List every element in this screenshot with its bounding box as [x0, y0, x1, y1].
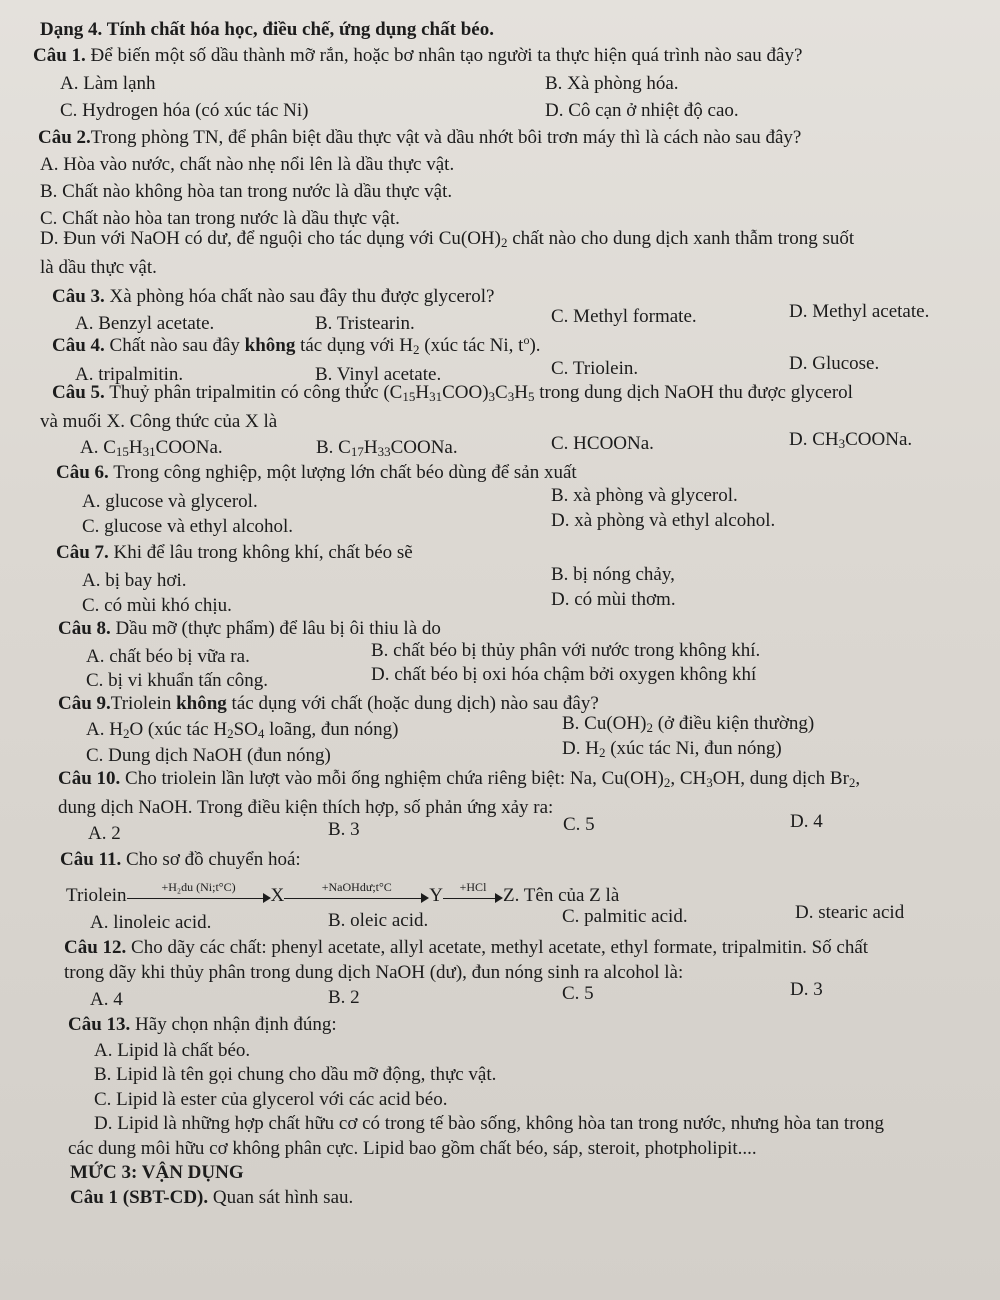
option-a: [80, 436, 223, 460]
question-text: H: [415, 382, 430, 403]
question-text: tác dụng với H: [295, 335, 414, 356]
product-y: Y: [429, 885, 444, 906]
option-a: A. Làm lạnh: [60, 73, 156, 94]
option-d-continued: là dầu thực vật.: [40, 257, 157, 278]
question-text: Quan sát hình sau.: [212, 1187, 354, 1208]
option-d: D. Cô cạn ở nhiệt độ cao.: [545, 100, 739, 121]
subscript: 2: [122, 726, 130, 741]
question-text: Dầu mỡ (thực phẩm) để lâu bị ôi thiu là do: [115, 618, 441, 639]
option-b: B. xà phòng và glycerol.: [551, 485, 738, 506]
question-6: [56, 461, 577, 485]
option-b: B. Tristearin.: [315, 313, 415, 334]
option-text: (xúc tác Ni, đun nóng): [605, 738, 782, 759]
reaction-arrow: [284, 880, 429, 908]
question-text: Thuỷ phân tripalmitin có công thức (C: [109, 382, 403, 403]
question-label: Câu 13.: [68, 1014, 131, 1035]
section-heading: Dạng 4. Tính chất hóa học, điều chế, ứng dụng chất béo.: [40, 19, 494, 40]
question-8: [58, 617, 441, 641]
option-b: B. chất béo bị thủy phân với nước trong không khí.: [371, 640, 761, 661]
option-text: A. C: [80, 437, 116, 458]
question-text: Triolein: [110, 693, 177, 714]
question-5-continued: và muối X. Công thức của X là: [40, 411, 278, 432]
question-1: [33, 44, 802, 68]
question-text: OH, dung dịch Br: [712, 768, 849, 789]
question-text: Khi để lâu trong không khí, chất béo sẽ: [113, 542, 413, 563]
option-a: A. 4: [90, 989, 123, 1010]
product-z: Z. Tên của Z là: [503, 885, 620, 906]
option-c: C. Triolein.: [551, 358, 639, 379]
arrow-head: [421, 893, 429, 903]
question-level3-1: [70, 1186, 353, 1210]
option-d: D. có mùi thơm.: [551, 589, 676, 610]
question-text: Xà phòng hóa chất nào sau đây thu được glycerol?: [109, 286, 495, 307]
question-12: [64, 936, 868, 960]
question-label: Câu 5.: [52, 382, 105, 403]
superscript: o: [523, 333, 530, 347]
subscript: 3: [838, 436, 846, 451]
question-label: Câu 4.: [52, 335, 105, 356]
option-d: D. Lipid là những hợp chất hữu cơ có trong tế bào sống, không hòa tan trong nước, nhưng hòa tan trong: [94, 1113, 885, 1134]
option-a: A. Lipid là chất béo.: [94, 1040, 251, 1061]
question-label: Câu 11.: [60, 849, 122, 870]
option-text: COONa.: [845, 429, 913, 450]
question-4: [52, 334, 541, 358]
option-a: A. glucose và glycerol.: [82, 491, 258, 512]
option-c: C. Chất nào hòa tan trong nước là dầu thực vật.: [40, 208, 400, 229]
question-7: [56, 541, 413, 565]
subscript: 5: [527, 389, 535, 404]
option-b: B. oleic acid.: [328, 910, 429, 931]
reaction-arrow: [127, 880, 271, 908]
question-label: Câu 12.: [64, 937, 127, 958]
option-d: D. xà phòng và ethyl alcohol.: [551, 510, 776, 531]
subscript: 33: [377, 444, 391, 459]
subscript: 4: [257, 726, 265, 741]
question-text: Hãy chọn nhận định đúng:: [135, 1014, 337, 1035]
subscript: 31: [429, 389, 443, 404]
option-text: loãng, đun nóng): [264, 719, 399, 740]
question-text: tác dụng với chất (hoặc dung dịch) nào sau đây?: [226, 693, 599, 714]
subscript: 2: [413, 342, 420, 357]
option-a: A. Benzyl acetate.: [75, 313, 215, 334]
option-c: C. Lipid là ester của glycerol với các acid béo.: [94, 1089, 448, 1110]
option-d: [40, 227, 854, 251]
option-d: D. stearic acid: [795, 902, 905, 923]
option-c: C. glucose và ethyl alcohol.: [82, 516, 294, 537]
question-10: [58, 767, 860, 791]
option-text: chất nào cho dung dịch xanh thẫm trong suốt: [507, 228, 855, 249]
question-label: Câu 2.: [38, 127, 91, 148]
question-text: , CH: [670, 768, 707, 789]
subscript: 2: [500, 235, 508, 250]
option-text: D. CH: [789, 429, 839, 450]
question-text: ).: [529, 335, 541, 356]
question-text: Trong công nghiệp, một lượng lớn chất béo dùng để sản xuất: [113, 462, 577, 483]
option-a: A. bị bay hơi.: [82, 570, 187, 591]
subscript: 31: [142, 444, 156, 459]
level-heading: MỨC 3: VẬN DỤNG: [70, 1162, 244, 1183]
arrow-condition: +H₂du (Ni;t°C): [161, 880, 236, 894]
question-5: [52, 381, 853, 405]
subscript: 2: [598, 745, 606, 760]
emphasis: không: [176, 693, 227, 714]
option-a: A. chất béo bị vữa ra.: [86, 646, 250, 667]
subscript: 17: [350, 444, 364, 459]
question-text: Cho triolein lần lượt vào mỗi ống nghiệm chứa riêng biệt: Na, Cu(OH): [125, 768, 664, 789]
option-a: A. linoleic acid.: [90, 912, 212, 933]
option-text: B. Cu(OH): [562, 713, 647, 734]
arrow-head: [263, 893, 271, 903]
question-label: Câu 9.: [58, 693, 111, 714]
option-b: B. 3: [328, 819, 360, 840]
option-a: A. tripalmitin.: [75, 364, 184, 385]
option-a: [86, 718, 398, 742]
option-text: COONa.: [390, 437, 458, 458]
question-label: Câu 10.: [58, 768, 121, 789]
option-c: C. palmitic acid.: [562, 906, 688, 927]
subscript: 2: [227, 726, 234, 741]
arrow-shaft: [443, 898, 497, 899]
option-b: B. Lipid là tên gọi chung cho dầu mỡ động, thực vật.: [94, 1064, 497, 1085]
question-12-continued: trong dãy khi thủy phân trong dung dịch NaOH (dư), đun nóng sinh ra alcohol là:: [64, 962, 684, 983]
option-d: D. 4: [790, 811, 823, 832]
option-a: A. Hòa vào nước, chất nào nhẹ nổi lên là dầu thực vật.: [40, 154, 455, 175]
option-text: H: [363, 437, 378, 458]
question-text: Chất nào sau đây: [109, 335, 245, 356]
reaction-arrow: [443, 880, 503, 908]
option-text: A. H: [86, 719, 123, 740]
question-2: [38, 126, 801, 150]
option-c: C. Hydrogen hóa (có xúc tác Ni): [60, 100, 309, 121]
question-text: H: [514, 382, 528, 403]
option-a: A. 2: [88, 823, 121, 844]
option-b: B. bị nóng chảy,: [551, 564, 675, 585]
question-label: Câu 3.: [52, 286, 105, 307]
question-text: COO): [442, 382, 489, 403]
option-c: C. có mùi khó chịu.: [82, 595, 232, 616]
option-b: [562, 712, 814, 736]
subscript: 15: [115, 444, 129, 459]
option-text: O (xúc tác H: [129, 719, 228, 740]
question-3: [52, 285, 494, 309]
arrow-shaft: [127, 898, 265, 899]
subscript: 3: [507, 389, 515, 404]
question-9: [58, 692, 599, 716]
question-text: (xúc tác Ni, t: [419, 335, 524, 356]
subscript: 2: [848, 775, 856, 790]
question-label: Câu 6.: [56, 462, 109, 483]
option-b: B. Vinyl acetate.: [315, 364, 442, 385]
subscript: 3: [488, 389, 496, 404]
arrow-head: [495, 893, 503, 903]
option-text: COONa.: [155, 437, 223, 458]
option-text: D. Đun với NaOH có dư, để nguội cho tác dụng với Cu(OH): [40, 228, 501, 249]
option-b: B. 2: [328, 987, 360, 1008]
question-label: Câu 1.: [33, 45, 86, 66]
question-text: Trong phòng TN, để phân biệt dầu thực vật và dầu nhớt bôi trơn máy thì là cách nào sau đây?: [90, 127, 802, 148]
option-c: C. Methyl formate.: [551, 306, 697, 327]
option-d-continued: các dung môi hữu cơ không phân cực. Lipid bao gồm chất béo, sáp, steroit, photpholipit....: [68, 1138, 757, 1159]
arrow-condition: +HCl: [459, 880, 487, 894]
subscript: 2: [663, 775, 671, 790]
option-text: H: [128, 437, 143, 458]
option-d: D. Glucose.: [789, 353, 880, 374]
option-c: C. bị vi khuẩn tấn công.: [86, 670, 269, 691]
option-text: D. H: [562, 738, 599, 759]
reaction-scheme: [66, 880, 620, 908]
option-d: D. 3: [790, 979, 823, 1000]
subscript: 2: [646, 720, 653, 735]
reactant: Triolein: [66, 885, 127, 906]
question-label: Câu 8.: [58, 618, 111, 639]
option-text: B. C: [316, 437, 351, 458]
question-13: [68, 1013, 337, 1037]
option-b: [316, 436, 458, 460]
emphasis: không: [244, 335, 296, 356]
option-c: C. 5: [562, 983, 594, 1004]
option-b: B. Xà phòng hóa.: [545, 73, 679, 94]
option-text: SO: [233, 719, 258, 740]
option-c: C. Dung dịch NaOH (đun nóng): [86, 745, 331, 766]
question-text: ,: [855, 768, 861, 789]
option-d: D. chất béo bị oxi hóa chậm bởi oxygen không khí: [371, 664, 757, 685]
option-text: (ở điều kiện thường): [652, 713, 815, 734]
question-text: Để biến một số dầu thành mỡ rắn, hoặc bơ nhân tạo người ta thực hiện quá trình nào sau đây?: [90, 45, 803, 66]
question-11: [60, 848, 301, 872]
question-label: Câu 7.: [56, 542, 109, 563]
option-d: [789, 428, 912, 452]
question-text: Cho dãy các chất: phenyl acetate, allyl acetate, methyl acetate, ethyl formate, tripalmitin. Số chất: [131, 937, 869, 958]
product-x: X: [270, 885, 285, 906]
question-text: C: [495, 382, 508, 403]
subscript: 15: [402, 389, 416, 404]
option-c: C. HCOONa.: [551, 433, 654, 454]
question-10-continued: dung dịch NaOH. Trong điều kiện thích hợp, số phản ứng xảy ra:: [58, 797, 554, 818]
subscript: 3: [706, 775, 713, 790]
question-label: Câu 1 (SBT-CD).: [70, 1187, 209, 1208]
option-b: B. Chất nào không hòa tan trong nước là dầu thực vật.: [40, 181, 453, 202]
arrow-shaft: [284, 898, 423, 899]
question-text: Cho sơ đồ chuyển hoá:: [126, 849, 301, 870]
option-d: [562, 737, 782, 761]
question-text: trong dung dịch NaOH thu được glycerol: [534, 382, 853, 403]
arrow-condition: +NaOHdư;t°C: [321, 880, 392, 894]
option-d: D. Methyl acetate.: [789, 301, 930, 322]
option-c: C. 5: [563, 814, 595, 835]
